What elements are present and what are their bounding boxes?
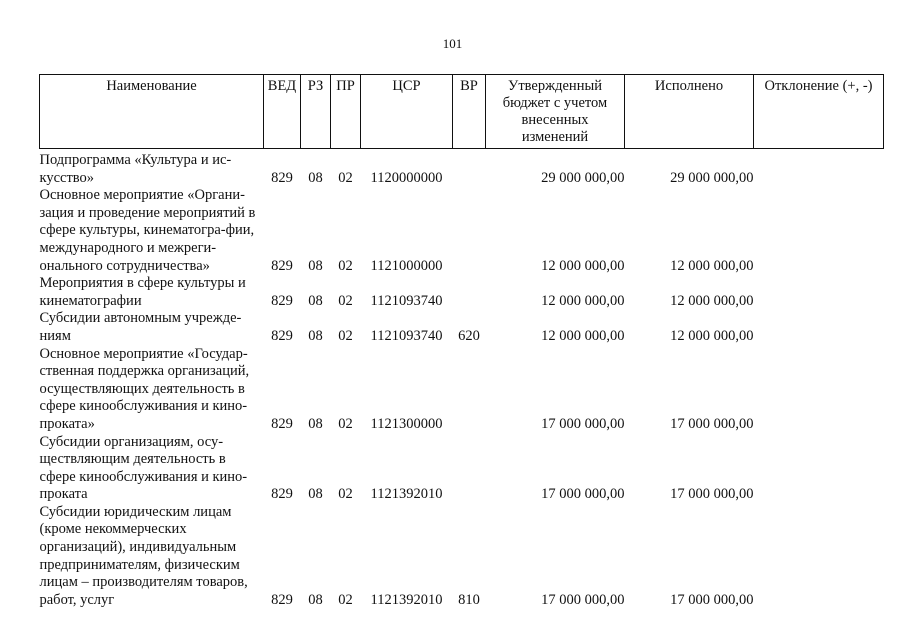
row-csr: 1121300000 <box>370 415 443 432</box>
row-csr: 1121392010 <box>370 591 443 608</box>
row-name: Субсидии организациям, осу-ществляющим деятельность в сфере кинообслуживания и кино-проката <box>39 433 248 503</box>
table-row <box>40 504 884 610</box>
row-approved: 17 000 000,00 <box>541 486 625 503</box>
row-pr: 02 <box>338 169 353 186</box>
row-executed: 17 000 000,00 <box>670 415 754 432</box>
row-vr <box>453 275 486 310</box>
row-rz: 08 <box>308 591 323 608</box>
row-vr <box>453 149 486 188</box>
row-name: Основное мероприятие «Государ-ственная поддержка организаций, осуществляющих деятельность в сфере кинообслуживания и кино-проката» <box>39 345 250 432</box>
row-rz: 08 <box>308 169 323 186</box>
row-vr: 810 <box>458 591 480 608</box>
row-ved: 829 <box>271 486 293 503</box>
header-executed: Исполнено <box>625 75 754 149</box>
row-csr: 1120000000 <box>370 169 443 186</box>
header-rz: РЗ <box>301 75 331 149</box>
row-rz: 08 <box>308 486 323 503</box>
row-ved: 829 <box>271 169 293 186</box>
row-rz: 08 <box>308 415 323 432</box>
header-approved: Утвержденный бюджет с учетом внесенных изменений <box>486 75 625 149</box>
table-row <box>40 310 884 345</box>
row-name: Основное мероприятие «Органи-зация и проведение мероприятий в сфере культуры, кинематогра-фии, международного и межреги-онального сотрудничества» <box>39 187 256 274</box>
row-approved: 17 000 000,00 <box>541 591 625 608</box>
row-name: Субсидии юридическим лицам (кроме некоммерческих организаций), индивидуальным предпринимателям, физическим лицам – производителям товаров, работ, услуг <box>39 503 248 608</box>
row-deviation <box>754 346 884 434</box>
row-ved: 829 <box>271 415 293 432</box>
row-deviation <box>754 275 884 310</box>
row-approved: 12 000 000,00 <box>541 257 625 274</box>
row-executed: 12 000 000,00 <box>670 292 754 309</box>
row-ved: 829 <box>271 591 293 608</box>
budget-execution-table <box>39 74 884 609</box>
table-row <box>40 434 884 504</box>
row-ved: 829 <box>271 257 293 274</box>
row-rz: 08 <box>308 292 323 309</box>
table-header-row <box>40 75 884 149</box>
row-approved: 12 000 000,00 <box>541 292 625 309</box>
table-row <box>40 275 884 310</box>
row-deviation <box>754 149 884 188</box>
row-ved: 829 <box>271 327 293 344</box>
table-row <box>40 346 884 434</box>
row-rz: 08 <box>308 327 323 344</box>
row-csr: 1121000000 <box>370 257 443 274</box>
row-vr <box>453 346 486 434</box>
header-ved: ВЕД <box>264 75 301 149</box>
row-approved: 12 000 000,00 <box>541 327 625 344</box>
row-deviation <box>754 187 884 275</box>
table-row <box>40 187 884 275</box>
row-pr: 02 <box>338 327 353 344</box>
row-deviation <box>754 504 884 610</box>
row-pr: 02 <box>338 292 353 309</box>
header-deviation: Отклонение (+, -) <box>754 75 884 149</box>
row-approved: 17 000 000,00 <box>541 415 625 432</box>
row-ved: 829 <box>271 292 293 309</box>
page-number: 101 <box>442 36 463 51</box>
row-executed: 29 000 000,00 <box>670 169 754 186</box>
header-pr: ПР <box>331 75 361 149</box>
row-deviation <box>754 310 884 345</box>
header-name: Наименование <box>40 75 264 149</box>
header-csr: ЦСР <box>361 75 453 149</box>
header-vr: ВР <box>453 75 486 149</box>
row-csr: 1121093740 <box>370 292 443 309</box>
row-approved: 29 000 000,00 <box>541 169 625 186</box>
row-pr: 02 <box>338 591 353 608</box>
row-pr: 02 <box>338 257 353 274</box>
row-vr <box>453 187 486 275</box>
row-vr: 620 <box>458 327 480 344</box>
row-deviation <box>754 434 884 504</box>
row-executed: 12 000 000,00 <box>670 327 754 344</box>
row-pr: 02 <box>338 415 353 432</box>
row-executed: 12 000 000,00 <box>670 257 754 274</box>
table-row <box>40 149 884 188</box>
row-csr: 1121093740 <box>370 327 443 344</box>
row-executed: 17 000 000,00 <box>670 486 754 503</box>
row-csr: 1121392010 <box>370 486 443 503</box>
row-name: Мероприятия в сфере культуры и кинематографии <box>39 275 246 309</box>
row-executed: 17 000 000,00 <box>670 591 754 608</box>
row-pr: 02 <box>338 486 353 503</box>
row-name: Подпрограмма «Культура и ис-кусство» <box>39 152 232 186</box>
row-name: Субсидии автономным учрежде-ниям <box>39 310 242 344</box>
row-vr <box>453 434 486 504</box>
row-rz: 08 <box>308 257 323 274</box>
